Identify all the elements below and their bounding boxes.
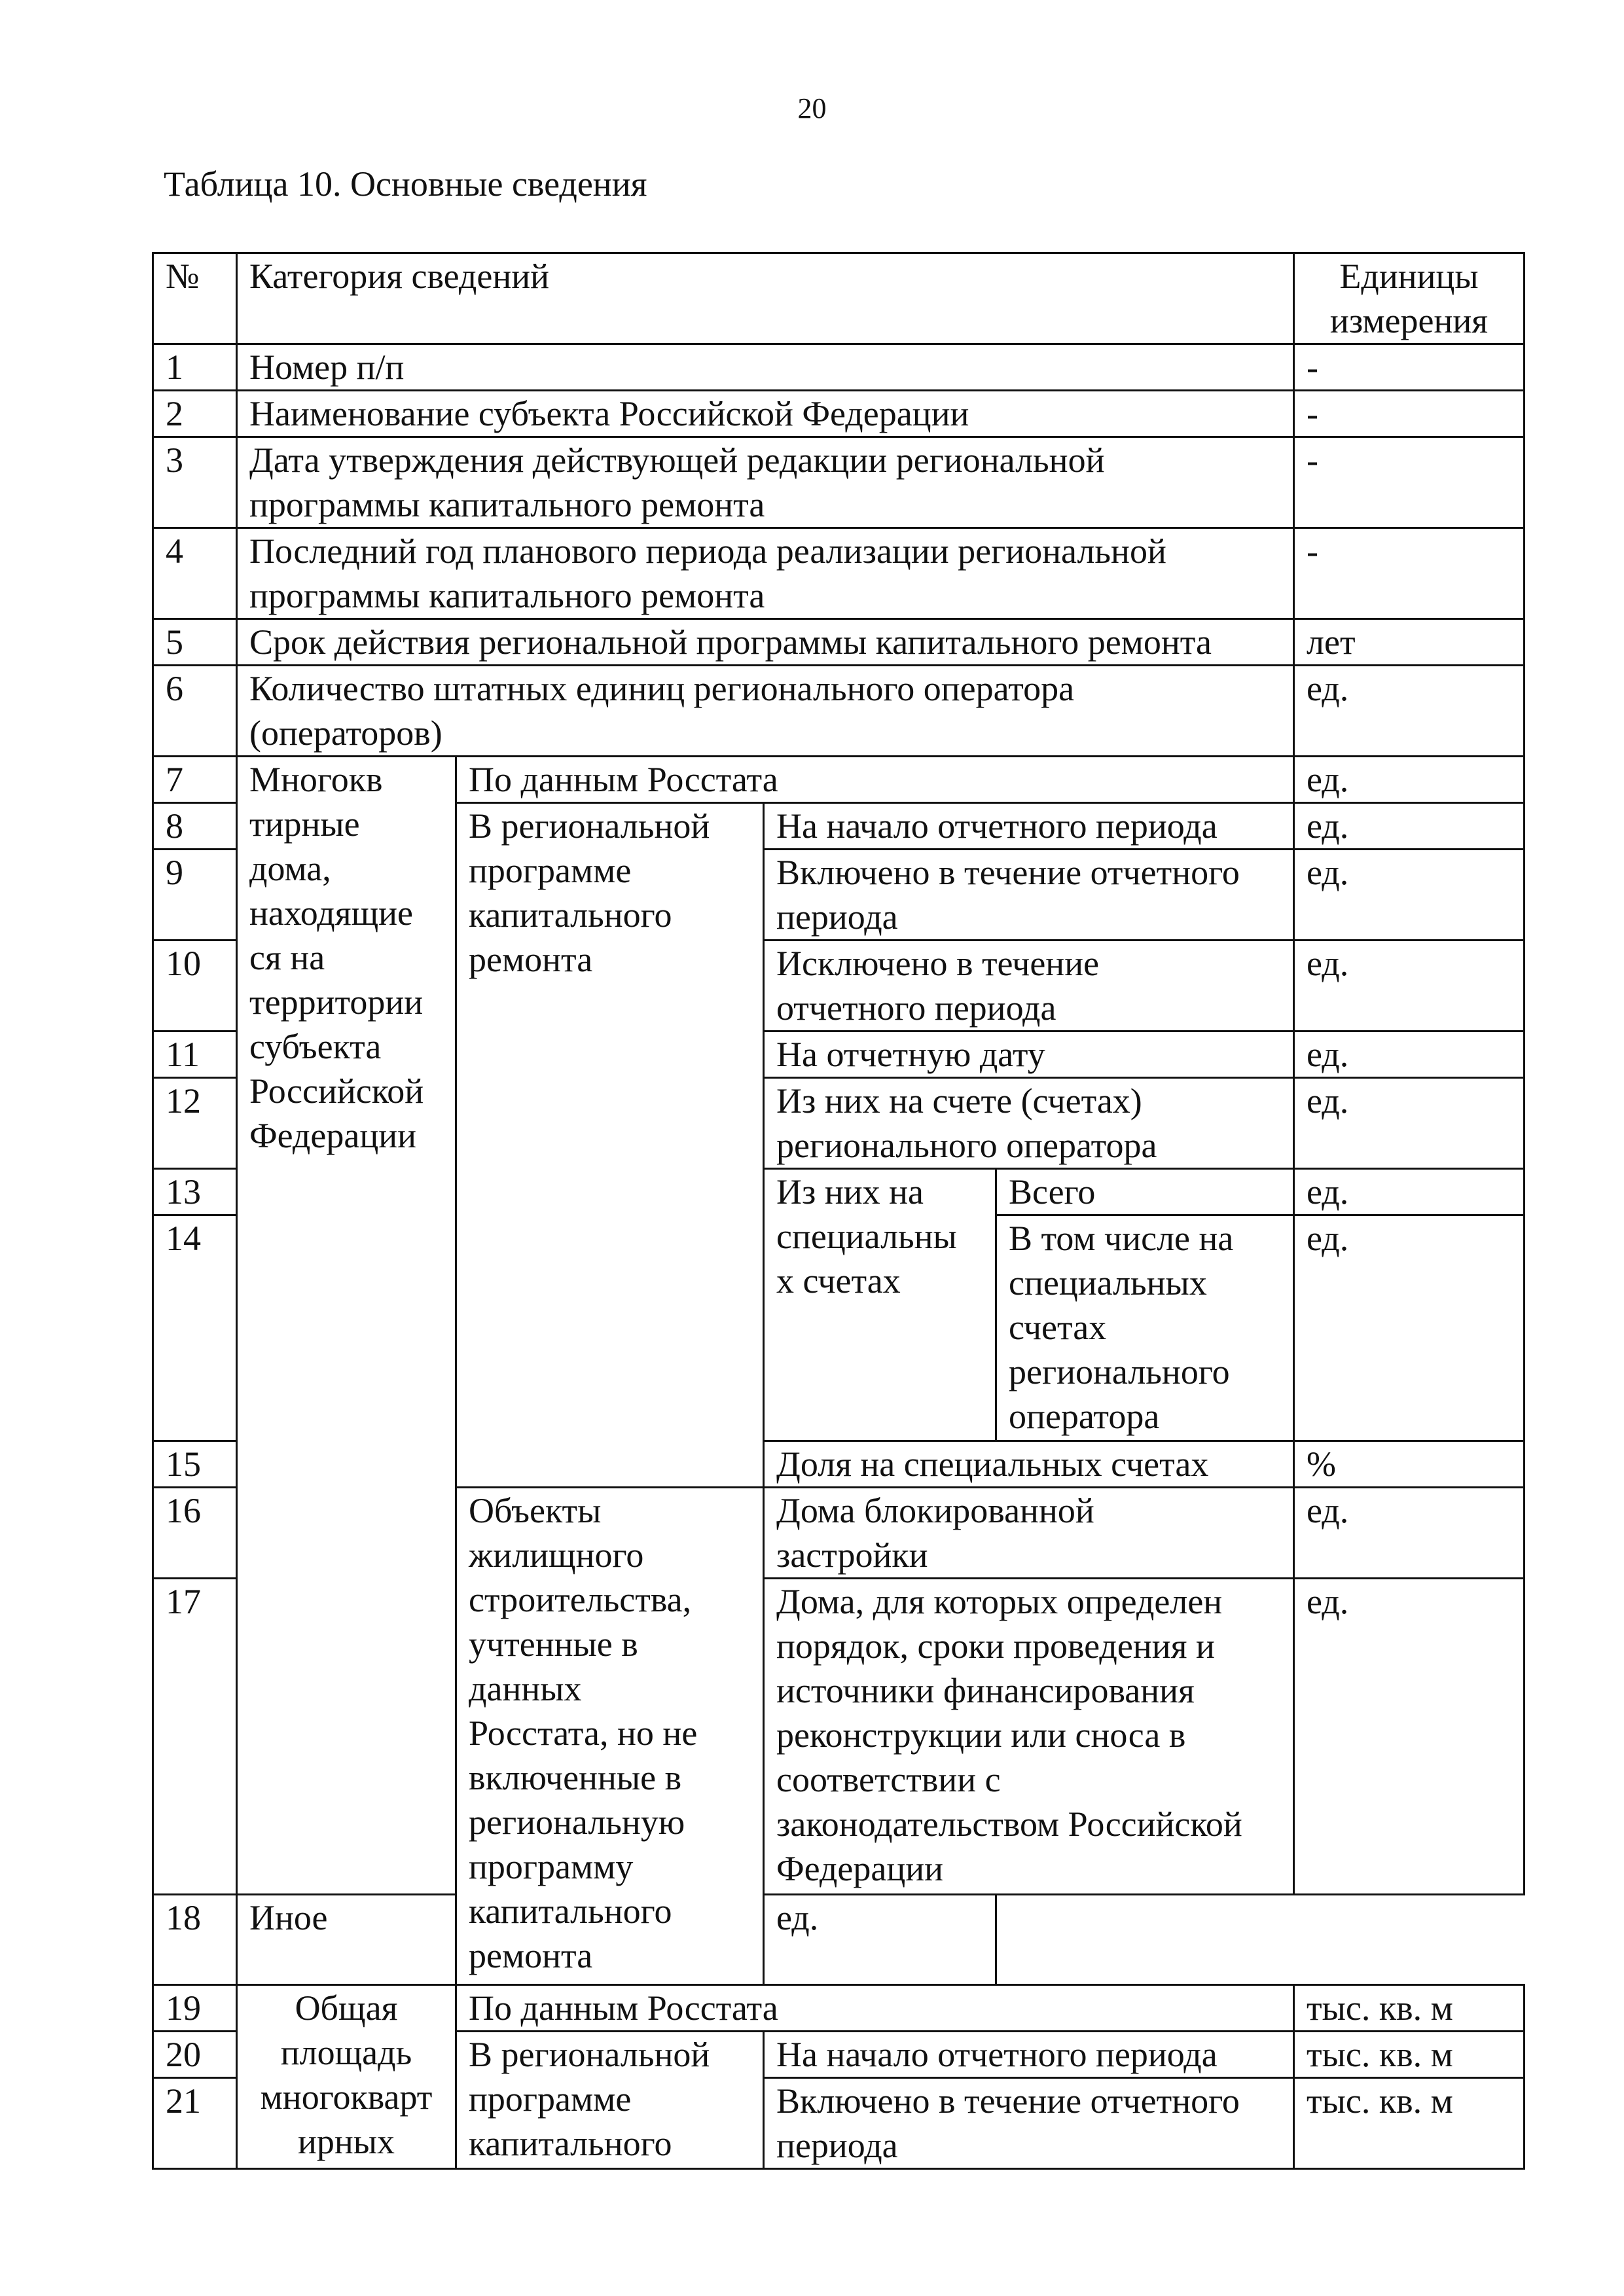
group-total-area-line: ирных bbox=[297, 2122, 395, 2161]
row-unit: ед. bbox=[1294, 757, 1525, 803]
row-number: 21 bbox=[153, 2078, 237, 2169]
row-category-line: Исключено в течение bbox=[776, 944, 1100, 983]
main-data-table bbox=[152, 252, 1525, 2170]
group-mkd-line: ся на bbox=[249, 938, 325, 977]
row-number: 9 bbox=[153, 850, 237, 941]
row-number: 12 bbox=[153, 1078, 237, 1169]
row-category-line: (операторов) bbox=[249, 713, 442, 753]
row-unit: ед. bbox=[1294, 850, 1525, 941]
table-row bbox=[153, 1985, 1525, 2032]
row-category bbox=[764, 1488, 1294, 1579]
row-unit: - bbox=[1294, 528, 1525, 619]
row-category-line: Количество штатных единиц регионального оператора bbox=[249, 669, 1075, 708]
group-special-accounts-line: Из них на bbox=[776, 1172, 924, 1211]
row-category-line: счетах bbox=[1009, 1308, 1107, 1347]
group-objects-line: региональную bbox=[469, 1803, 685, 1842]
group-mkd-line: дома, bbox=[249, 849, 331, 888]
row-unit: ед. bbox=[1294, 1169, 1525, 1215]
row-category-line: регионального оператора bbox=[776, 1126, 1157, 1165]
group-total-area-line: Общая bbox=[295, 1988, 398, 2028]
group-regional-program-line: капитального bbox=[469, 895, 672, 935]
group-total-area-line: многокварт bbox=[260, 2077, 433, 2117]
group-mkd-line: находящие bbox=[249, 893, 414, 933]
group-regional-program-area-line: программе bbox=[469, 2079, 632, 2119]
row-category-line: программы капитального ремонта bbox=[249, 576, 765, 615]
group-objects-line: Росстата, но не bbox=[469, 1713, 698, 1753]
row-number: 11 bbox=[153, 1031, 237, 1078]
table-row bbox=[153, 437, 1525, 528]
row-category: Иное bbox=[237, 1895, 764, 1985]
row-unit: ед. bbox=[1294, 666, 1525, 757]
row-category bbox=[764, 941, 1294, 1031]
table-row bbox=[153, 1895, 1525, 1985]
group-objects-line: данных bbox=[469, 1669, 582, 1708]
row-category-line: отчетного периода bbox=[776, 988, 1056, 1028]
row-category-line: оператора bbox=[1009, 1397, 1160, 1436]
row-category: Доля на специальных счетах bbox=[764, 1441, 1294, 1488]
row-category bbox=[764, 1579, 1294, 1895]
row-number: 4 bbox=[153, 528, 237, 619]
row-number: 7 bbox=[153, 757, 237, 803]
row-unit: лет bbox=[1294, 619, 1525, 666]
group-mkd-line: субъекта bbox=[249, 1027, 382, 1066]
group-objects-line: учтенные в bbox=[469, 1624, 638, 1664]
group-regional-program-line: программе bbox=[469, 851, 632, 890]
row-category bbox=[237, 528, 1294, 619]
page-number: 20 bbox=[797, 92, 827, 124]
row-unit: тыс. кв. м bbox=[1294, 2078, 1525, 2169]
group-regional-program bbox=[456, 803, 764, 1488]
row-number: 6 bbox=[153, 666, 237, 757]
row-category bbox=[764, 2078, 1294, 2169]
row-category-line: порядок, сроки проведения и bbox=[776, 1626, 1215, 1666]
group-mkd bbox=[237, 757, 456, 1895]
row-category-line: В том числе на bbox=[1009, 1219, 1234, 1258]
row-number: 2 bbox=[153, 391, 237, 437]
row-category-line: Включено в течение отчетного bbox=[776, 853, 1240, 892]
row-number: 5 bbox=[153, 619, 237, 666]
row-number: 17 bbox=[153, 1579, 237, 1895]
row-category-line: источники финансирования bbox=[776, 1671, 1195, 1710]
row-category bbox=[237, 437, 1294, 528]
table-row bbox=[153, 528, 1525, 619]
row-category-line: программы капитального ремонта bbox=[249, 485, 765, 524]
group-regional-program-line: В региональной bbox=[469, 806, 710, 846]
row-unit: ед. bbox=[1294, 1215, 1525, 1441]
table-row bbox=[153, 391, 1525, 437]
row-category-line: Дата утверждения действующей редакции региональной bbox=[249, 440, 1105, 480]
row-category: На отчетную дату bbox=[764, 1031, 1294, 1078]
row-unit: ед. bbox=[1294, 1031, 1525, 1078]
row-category-line: Из них на счете (счетах) bbox=[776, 1081, 1142, 1121]
group-total-area bbox=[237, 1985, 456, 2169]
group-objects-line: строительства, bbox=[469, 1580, 692, 1619]
row-category: Наименование субъекта Российской Федерации bbox=[237, 391, 1294, 437]
row-category-line: Федерации bbox=[776, 1849, 944, 1888]
table-row bbox=[153, 344, 1525, 391]
row-unit: тыс. кв. м bbox=[1294, 2032, 1525, 2078]
row-number: 13 bbox=[153, 1169, 237, 1215]
row-unit: ед. bbox=[1294, 1579, 1525, 1895]
table-row bbox=[153, 666, 1525, 757]
header-num: № bbox=[153, 253, 237, 344]
group-mkd-line: Многокв bbox=[249, 760, 383, 799]
row-category-line: Дома, для которых определен bbox=[776, 1582, 1223, 1621]
group-special-accounts-line: специальны bbox=[776, 1217, 957, 1256]
row-category-line: Включено в течение отчетного bbox=[776, 2081, 1240, 2121]
row-category bbox=[237, 666, 1294, 757]
group-objects-line: включенные в bbox=[469, 1758, 682, 1797]
group-regional-program-area bbox=[456, 2032, 764, 2169]
row-unit: тыс. кв. м bbox=[1294, 1985, 1525, 2032]
row-category-line: законодательством Российской bbox=[776, 1804, 1242, 1844]
row-category bbox=[996, 1215, 1294, 1441]
group-regional-program-line: ремонта bbox=[469, 940, 593, 979]
row-category: По данным Росстата bbox=[456, 1985, 1294, 2032]
row-unit: - bbox=[1294, 391, 1525, 437]
row-category-line: застройки bbox=[776, 1535, 928, 1575]
row-category-line: периода bbox=[776, 897, 898, 937]
row-unit: - bbox=[1294, 344, 1525, 391]
row-category-line: Последний год планового периода реализации региональной bbox=[249, 531, 1166, 571]
header-unit-line1: Единицы bbox=[1339, 257, 1479, 296]
row-category-line: периода bbox=[776, 2126, 898, 2165]
row-unit: ед. bbox=[1294, 803, 1525, 850]
table-row bbox=[153, 757, 1525, 803]
row-category: На начало отчетного периода bbox=[764, 803, 1294, 850]
row-category-line: регионального bbox=[1009, 1352, 1230, 1391]
group-mkd-line: Федерации bbox=[249, 1116, 417, 1155]
group-mkd-line: Российской bbox=[249, 1071, 424, 1111]
group-mkd-line: тирные bbox=[249, 804, 360, 844]
row-category: Срок действия региональной программы капитального ремонта bbox=[237, 619, 1294, 666]
table-caption: Таблица 10. Основные сведения bbox=[164, 164, 647, 204]
row-number: 19 bbox=[153, 1985, 237, 2032]
row-category-line: Дома блокированной bbox=[776, 1491, 1094, 1530]
group-objects-line: капитального bbox=[469, 1892, 672, 1931]
row-unit: ед. bbox=[1294, 1488, 1525, 1579]
row-unit: % bbox=[1294, 1441, 1525, 1488]
table-row bbox=[153, 619, 1525, 666]
group-objects-line: жилищного bbox=[469, 1535, 644, 1575]
group-total-area-line: площадь bbox=[280, 2033, 412, 2072]
group-special-accounts bbox=[764, 1169, 996, 1441]
group-special-accounts-line: х счетах bbox=[776, 1261, 901, 1300]
row-unit: ед. bbox=[1294, 1078, 1525, 1169]
group-objects-line: Объекты bbox=[469, 1491, 602, 1530]
row-number: 1 bbox=[153, 344, 237, 391]
row-unit: - bbox=[1294, 437, 1525, 528]
row-category: По данным Росстата bbox=[456, 757, 1294, 803]
header-unit bbox=[1294, 253, 1525, 344]
row-category bbox=[764, 1078, 1294, 1169]
row-number: 20 bbox=[153, 2032, 237, 2078]
row-number: 18 bbox=[153, 1895, 237, 1985]
row-category-line: специальных bbox=[1009, 1263, 1207, 1302]
table-header-row bbox=[153, 253, 1525, 344]
group-mkd-line: территории bbox=[249, 982, 424, 1022]
row-category bbox=[764, 850, 1294, 941]
row-category: Всего bbox=[996, 1169, 1294, 1215]
row-unit: ед. bbox=[1294, 941, 1525, 1031]
row-number: 10 bbox=[153, 941, 237, 1031]
row-category-line: реконструкции или сноса в bbox=[776, 1715, 1186, 1755]
row-number: 3 bbox=[153, 437, 237, 528]
row-number: 8 bbox=[153, 803, 237, 850]
group-objects-line: ремонта bbox=[469, 1936, 593, 1975]
row-category: Номер п/п bbox=[237, 344, 1294, 391]
row-unit: ед. bbox=[764, 1895, 996, 1985]
row-number: 15 bbox=[153, 1441, 237, 1488]
group-objects-line: программу bbox=[469, 1847, 634, 1886]
group-regional-program-area-line: В региональной bbox=[469, 2035, 710, 2074]
header-category: Категория сведений bbox=[237, 253, 1294, 344]
row-category: На начало отчетного периода bbox=[764, 2032, 1294, 2078]
row-number: 14 bbox=[153, 1215, 237, 1441]
group-regional-program-area-line: капитального bbox=[469, 2124, 672, 2163]
header-unit-line2: измерения bbox=[1329, 301, 1489, 340]
row-number: 16 bbox=[153, 1488, 237, 1579]
row-category-line: соответствии с bbox=[776, 1760, 1001, 1799]
